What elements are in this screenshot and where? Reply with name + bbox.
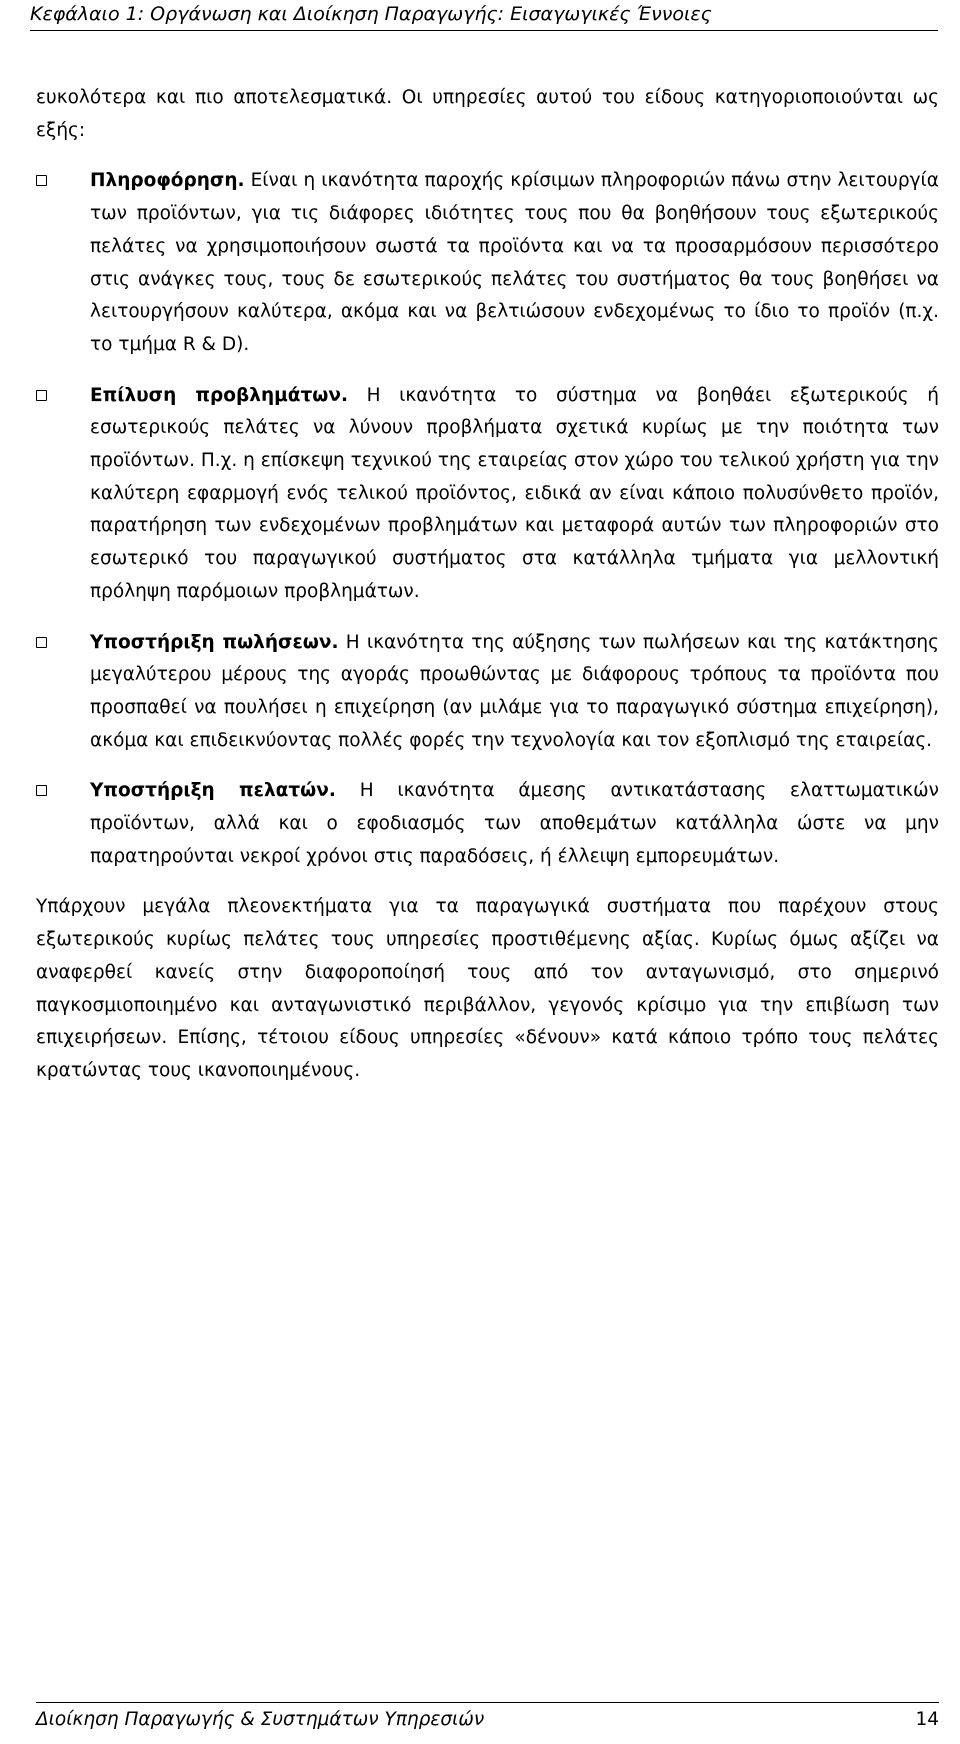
bullet-text: Η ικανότητα άμεσης αντικατάστασης ελαττωματικών προϊόντων, αλλά και ο εφοδιασμός των αποθεμάτων κατάλληλα ώστε να μην παρατηρούνται νεκροί χρόνοι στις παραδόσεις, ή έλλειψη εμπορευμάτων. bbox=[90, 780, 939, 867]
bullet-paragraph bbox=[90, 165, 939, 361]
bullet-paragraph bbox=[90, 775, 939, 873]
checkbox-bullet-icon bbox=[36, 390, 47, 401]
footer-divider bbox=[36, 1702, 939, 1703]
running-footer bbox=[36, 1708, 939, 1732]
bullet-paragraph bbox=[90, 627, 939, 758]
checkbox-bullet-icon bbox=[36, 637, 47, 648]
intro-paragraph: ευκολότερα και πιο αποτελεσματικά. Οι υπηρεσίες αυτού του είδους κατηγοριοποιούνται ως εξής: bbox=[36, 87, 939, 141]
header-divider bbox=[30, 30, 938, 31]
bullet-item-sales-support bbox=[36, 627, 939, 758]
bullet-item-problem-solving bbox=[36, 380, 939, 609]
bullet-text: Η ικανότητα της αύξησης των πωλήσεων και της κατάκτησης μεγαλύτερου μέρους της αγοράς προωθώντας με διάφορους τρόπους τα προϊόντα που προσπαθεί να πουλήσει η επιχείρηση (αν μιλάμε για το παραγωγικό σύστημα επιχείρηση), ακόμα και επιδεικνύοντας πολλές φορές την τεχνολογία και τον εξοπλισμό της εταιρείας. bbox=[90, 631, 939, 751]
bullet-term: Υποστήριξη πωλήσεων. bbox=[90, 631, 339, 653]
bullet-text: Η ικανότητα το σύστημα να βοηθάει εξωτερικούς ή εσωτερικούς πελάτες να λύνουν προβλήματα σχετικά κυρίως με την ποιότητα των προϊόντων. Π.χ. η επίσκεψη τεχνικού της εταιρείας στον χώρο του τελικού χρήστη για την καλύτερη εφαρμογή ενός τελικού προϊόντος, ειδικά αν είναι κάποιο πολυσύνθετο προϊόν, παρατήρηση των ενδεχομένων προβλημάτων και μεταφορά αυτών των πληροφοριών στο εσωτερικό του παραγωγικού συστήματος στα κατάλληλα τμήματα για μελλοντική πρόληψη παρόμοιων προβλημάτων. bbox=[90, 384, 939, 602]
bullet-paragraph bbox=[90, 380, 939, 609]
bullet-term: Πληροφόρηση. bbox=[90, 170, 245, 192]
bullet-text: Είναι η ικανότητα παροχής κρίσιμων πληροφοριών πάνω στην λειτουργία των προϊόντων, για τις διάφορες ιδιότητες τους που θα βοηθήσουν τους εξωτερικούς πελάτες να χρησιμοποιήσουν σωστά τα προϊόντα και να τα προσαρμόσουν περισσότερο στις ανάγκες τους, τους δε εσωτερικούς πελάτες του συστήματος θα τους βοηθήσει να λειτουργήσουν καλύτερα, ακόμα και να βελτιώσουν ενδεχομένως το ίδιο το προϊόν (π.χ. το τμήμα R & D). bbox=[90, 170, 939, 355]
closing-paragraph: Υπάρχουν μεγάλα πλεονεκτήματα για τα παραγωγικά συστήματα που παρέχουν στους εξωτερικούς κυρίως πελάτες τους υπηρεσίες προστιθέμενης αξίας. Κυρίως όμως αξίζει να αναφερθεί κανείς στην διαφοροποίησή τους από τον ανταγωνισμό, στο σημερινό παγκοσμιοποιημένο και ανταγωνιστικό περιβάλλον, γεγονός κρίσιμο για την επιβίωση των επιχειρήσεων. Επίσης, τέτοιου είδους υπηρεσίες «δένουν» κατά κάποιο τρόπο τους πελάτες κρατώντας τους ικανοποιημένους. bbox=[36, 896, 939, 1081]
checkbox-bullet-icon bbox=[36, 785, 47, 796]
page-number: 14 bbox=[915, 1709, 939, 1730]
bullet-item-information bbox=[36, 165, 939, 361]
bullet-item-customer-support bbox=[36, 775, 939, 873]
page-body bbox=[36, 82, 939, 1088]
bullet-term: Υποστήριξη πελατών. bbox=[90, 780, 336, 802]
running-header: Κεφάλαιο 1: Οργάνωση και Διοίκηση Παραγωγής: Εισαγωγικές Έννοιες bbox=[30, 3, 712, 25]
footer-title: Διοίκηση Παραγωγής & Συστημάτων Υπηρεσιών bbox=[36, 1709, 485, 1730]
bullet-term: Επίλυση προβλημάτων. bbox=[90, 384, 348, 406]
checkbox-bullet-icon bbox=[36, 175, 47, 186]
